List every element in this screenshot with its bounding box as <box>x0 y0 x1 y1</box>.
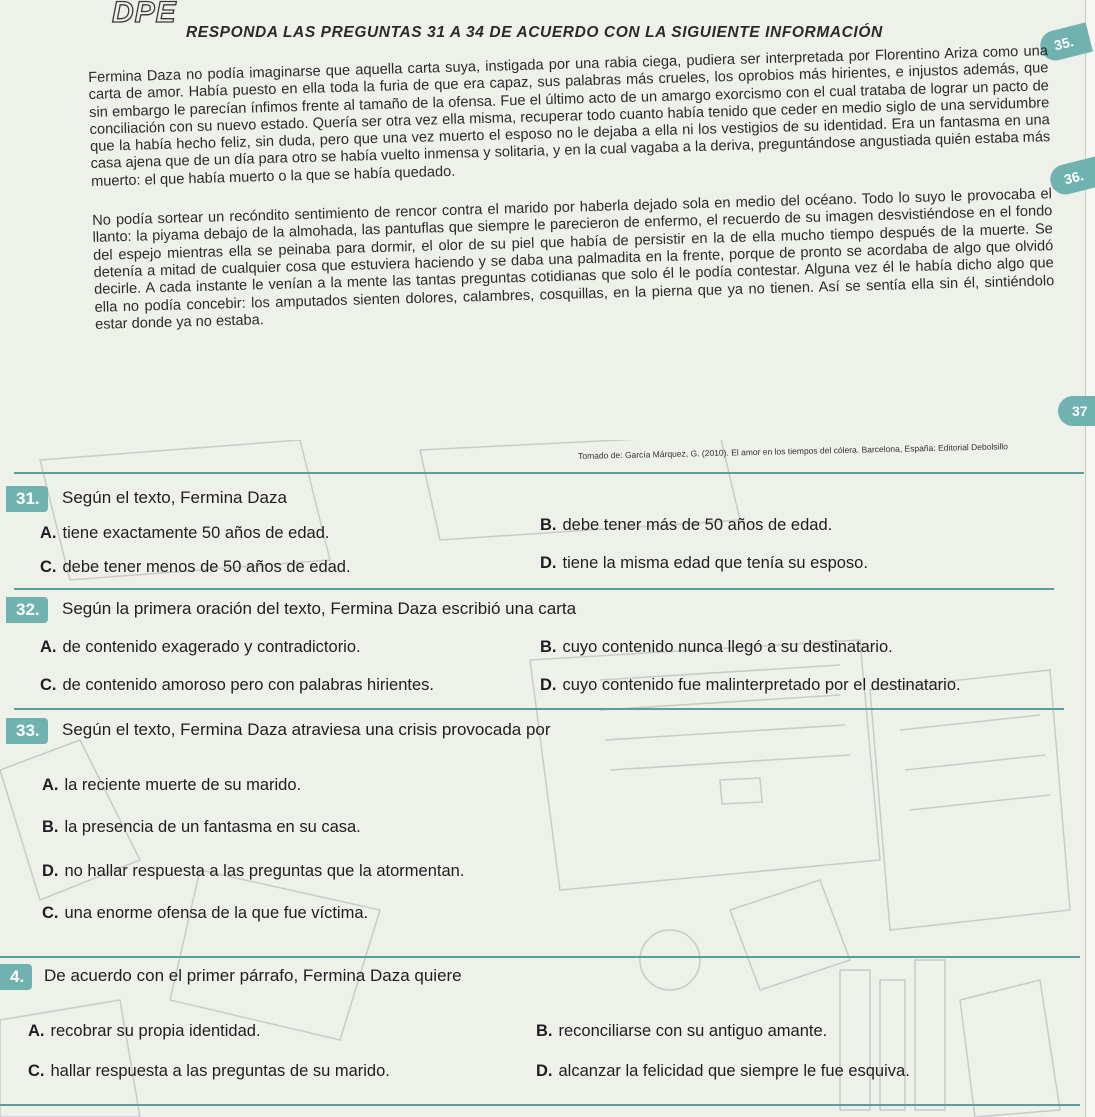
question-31-option-d[interactable]: D. tiene la misma edad que tenía su esposo. <box>540 554 868 572</box>
question-33-stem: Según el texto, Fermina Daza atraviesa una crisis provocada por <box>62 720 551 739</box>
question-31-stem: Según el texto, Fermina Daza <box>62 488 287 507</box>
question-32-number: 32. <box>6 597 48 623</box>
bottom-divider <box>0 1104 1080 1106</box>
question-33-option-b[interactable]: B. la presencia de un fantasma en su casa. <box>42 818 361 836</box>
question-34-option-a[interactable]: A. recobrar su propia identidad. <box>28 1022 261 1040</box>
question-divider <box>0 956 1080 958</box>
question-31-option-c[interactable]: C. debe tener menos de 50 años de edad. <box>40 558 351 576</box>
question-31-option-b[interactable]: B. debe tener más de 50 años de edad. <box>540 516 833 534</box>
passage-paragraph-1: Fermina Daza no podía imaginarse que aquella carta suya, instigada por una rabia ciega, pudiera ser interpretada por Florentino Ariza como una carta de amor. Había puesto en ella toda la furia de que era capaz, sus palabras más crueles, los oprobios más hirientes, e injustos además, que sin embargo le parecían ínfimos frente al tamaño de la ofensa. Fue el último acto de un amargo exorcismo con el cual trataba de lograr un pacto de conciliación con su nuevo estado. Quería ser otra vez ella misma, recuperar todo cuanto había tenido que ceder en medio siglo de una servidumbre que la había hecho feliz, sin duda, pero que una vez muerto el esposo no le dejaba a ella ni los vestigios de su identidad. Era un fantasma en una casa ajena que de un día para otro se había vuelto inmensa y solitaria, y en la cual vagaba a la deriva, preguntándose angustiada quién estaba más muerto: el que había muerto o la que se había quedado. <box>88 43 1051 190</box>
passage-paragraph-2: No podía sortear un recóndito sentimiento de rencor contra el marido por haberla dejado sola en medio del océano. Todo lo suyo le provocaba el llanto: la piyama debajo de la almohada, las pantuflas que siempre le parecieron de enfermo, el recuerdo de su imagen desvistiéndose en el fondo del espejo mientras ella se peinaba para dormir, el olor de su piel que había de persistir en la de ella mucho tiempo después de la muerte. Se detenía a mitad de cualquier cosa que estuviera haciendo y se daba una palmadita en la frente, porque de pronto se acordaba de algo que olvidó decirle. A cada instante le venían a la mente las tantas preguntas cotidianas que solo él le podía contestar. Alguna vez él le había dicho algo que ella no podía concebir: los amputados sienten dolores, calambres, cosquillas, en la pierna que ya no tienen. Así se sentía ella sin él, sintiéndolo estar donde ya no estaba. <box>91 186 1055 333</box>
question-32-option-b[interactable]: B. cuyo contenido nunca llegó a su destinatario. <box>540 638 893 656</box>
side-number-36: 36. <box>1047 156 1095 197</box>
section-divider <box>14 472 1084 474</box>
question-32-option-c[interactable]: C. de contenido amoroso pero con palabras hirientes. <box>40 676 434 694</box>
question-34-stem: De acuerdo con el primer párrafo, Fermina Daza quiere <box>44 966 462 985</box>
question-34-option-d[interactable]: D. alcanzar la felicidad que siempre le fue esquiva. <box>536 1062 910 1080</box>
question-divider <box>14 588 1054 590</box>
question-33-option-d[interactable]: D. no hallar respuesta a las preguntas que la atormentan. <box>42 862 465 880</box>
question-32-option-a[interactable]: A. de contenido exagerado y contradictorio. <box>40 638 361 656</box>
question-33-option-a[interactable]: A. la reciente muerte de su marido. <box>42 776 302 794</box>
question-34-option-c[interactable]: C. hallar respuesta a las preguntas de su marido. <box>28 1062 390 1080</box>
reading-passage <box>88 43 1056 356</box>
question-34-option-b[interactable]: B. reconciliarse con su antiguo amante. <box>536 1022 828 1040</box>
question-31-option-a[interactable]: A. tiene exactamente 50 años de edad. <box>40 524 330 542</box>
question-32-stem: Según la primera oración del texto, Fermina Daza escribió una carta <box>62 599 577 618</box>
question-34-number: 4. <box>0 964 32 990</box>
question-33-option-c[interactable]: C. una enorme ofensa de la que fue víctima. <box>42 904 369 922</box>
question-31-number: 31. <box>6 486 48 512</box>
side-number-37: 37 <box>1058 396 1095 426</box>
side-number-35: 35. <box>1037 22 1093 63</box>
question-divider <box>14 708 1064 710</box>
instructions-heading: RESPONDA LAS PREGUNTAS 31 A 34 DE ACUERDO CON LA SIGUIENTE INFORMACIÓN <box>186 24 883 41</box>
question-32-option-d[interactable]: D. cuyo contenido fue malinterpretado por el destinatario. <box>540 676 961 694</box>
question-33-number: 33. <box>6 718 48 744</box>
dpe-logo: DPE <box>112 0 177 29</box>
source-citation: Tomado de: García Márquez, G. (2010). El amor en los tiempos del cólera. Barcelona, España: Editorial Debolsillo <box>578 441 1009 461</box>
